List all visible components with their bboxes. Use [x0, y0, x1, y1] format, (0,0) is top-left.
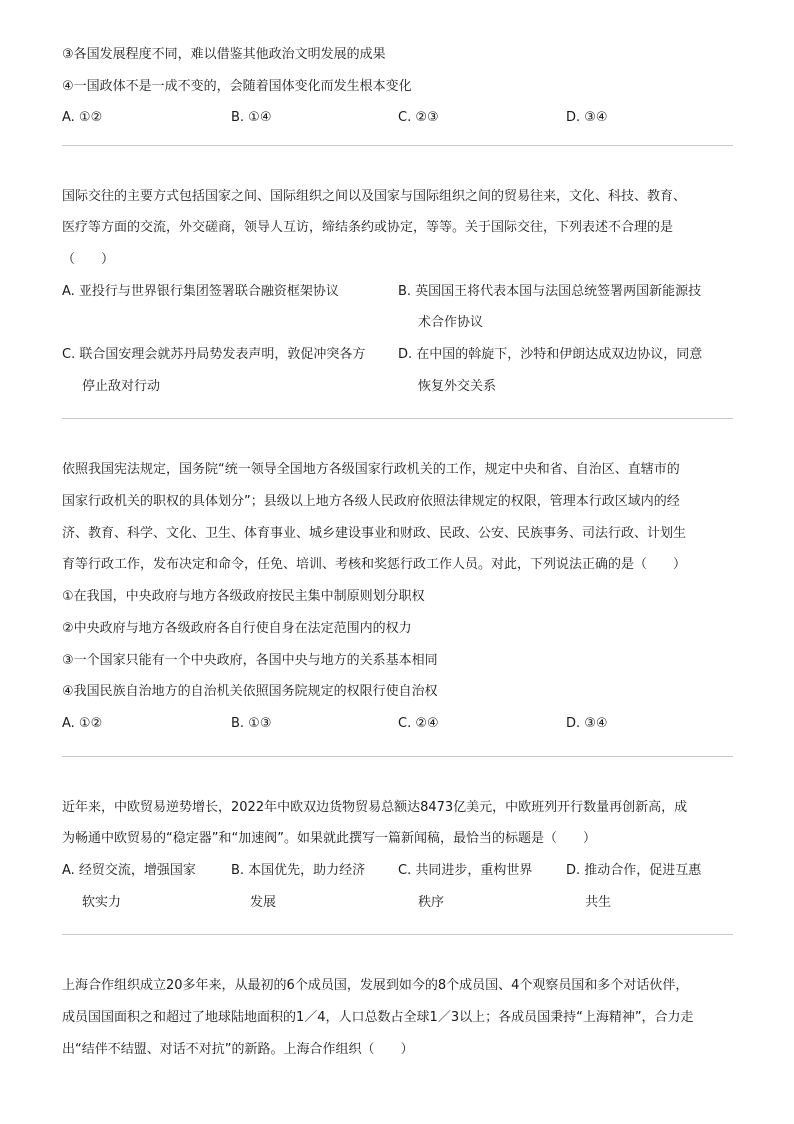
statement-2: ②中央政府与地方各级政府各自行使自身在法定范围内的权力: [62, 621, 412, 636]
option-c-continued: 秩序: [418, 895, 445, 910]
option-b-continued: 术合作协议: [418, 315, 484, 330]
question-stem-line: 国际交往的主要方式包括国家之间、国际组织之间以及国家与国际组织之间的贸易往来，文化、科技、教育、: [62, 189, 687, 204]
option-a[interactable]: A. 亚投行与世界银行集团签署联合融资框架协议: [62, 284, 339, 299]
statement-3: ③各国发展程度不同，难以借鉴其他政治文明发展的成果: [62, 47, 386, 62]
statement-4: ④我国民族自治地方的自治机关依照国务院规定的权限行使自治权: [62, 684, 438, 699]
option-d[interactable]: D. 在中国的斡旋下，沙特和伊朗达成双边协议，同意: [398, 347, 703, 362]
option-b-continued: 发展: [250, 895, 277, 910]
option-a[interactable]: A. ①②: [62, 716, 103, 731]
statement-1: ①在我国，中央政府与地方各级政府按民主集中制原则划分职权: [62, 589, 425, 604]
question-stem-line: 济、教育、科学、文化、卫生、体育事业、城乡建设事业和财政、民政、公安、民族事务、司法行政、计划生: [62, 526, 687, 541]
question-divider: [62, 145, 733, 146]
option-c[interactable]: C. ②④: [398, 716, 439, 731]
option-c[interactable]: C. 共同进步，重构世界: [398, 863, 533, 878]
question-stem-line: 为畅通中欧贸易的“稳定器”和“加速阀”。如果就此撰写一篇新闻稿，最恰当的标题是（ ）: [62, 831, 596, 846]
question-stem-line: 近年来，中欧贸易逆势增长，2022年中欧双边货物贸易总额达8473亿美元，中欧班列开行数量再创新高，成: [62, 800, 688, 815]
option-d-continued: 共生: [585, 895, 612, 910]
option-d[interactable]: D. ③④: [566, 716, 608, 731]
option-c[interactable]: C. 联合国安理会就苏丹局势发表声明，敦促冲突各方: [62, 347, 366, 362]
question-divider: [62, 756, 733, 757]
answer-blank: （ ）: [62, 252, 115, 267]
option-d[interactable]: D. 推动合作，促进互惠: [566, 863, 702, 878]
question-stem-line: 成员国国面积之和超过了地球陆地面积的1／4，人口总数占全球1／3以上；各成员国秉持“上海精神”，合力走: [62, 1010, 694, 1025]
option-b[interactable]: B. ①④: [231, 110, 272, 125]
question-stem-line: 出“结伴不结盟、对话不对抗”的新路。上海合作组织（ ）: [62, 1042, 414, 1057]
question-stem-line: 育等行政工作，发布决定和命令，任免、培训、考核和奖惩行政工作人员。对此，下列说法正确的是（ ）: [62, 557, 687, 572]
option-d[interactable]: D. ③④: [566, 110, 608, 125]
option-c[interactable]: C. ②③: [398, 110, 439, 125]
option-b[interactable]: B. 英国国王将代表本国与法国总统签署两国新能源技: [398, 284, 702, 299]
statement-3: ③一个国家只能有一个中央政府，各国中央与地方的关系基本相同: [62, 653, 438, 668]
option-d-continued: 恢复外交关系: [418, 379, 497, 394]
question-stem-line: 依照我国宪法规定，国务院“统一领导全国地方各级国家行政机关的工作，规定中央和省、自治区、直辖市的: [62, 462, 680, 477]
statement-4: ④一国政体不是一成不变的，会随着国体变化而发生根本变化: [62, 79, 412, 94]
question-divider: [62, 934, 733, 935]
option-c-continued: 停止敌对行动: [82, 379, 161, 394]
question-divider: [62, 418, 733, 419]
question-stem-line: 医疗等方面的交流，外交磋商，领导人互访，缔结条约或协定，等等。关于国际交往，下列表述不合理的是: [62, 220, 674, 235]
option-a[interactable]: A. 经贸交流，增强国家: [62, 863, 196, 878]
question-stem-line: 国家行政机关的职权的具体划分”；县级以上地方各级人民政府依照法律规定的权限，管理本行政区域内的经: [62, 494, 680, 509]
option-a[interactable]: A. ①②: [62, 110, 103, 125]
question-stem-line: 上海合作组织成立20多年来，从最初的6个成员国，发展到如今的8个成员国、4个观察员国和多个对话伙伴，: [62, 978, 689, 993]
option-b[interactable]: B. 本国优先，助力经济: [231, 863, 366, 878]
option-a-continued: 软实力: [82, 895, 122, 910]
option-b[interactable]: B. ①③: [231, 716, 272, 731]
